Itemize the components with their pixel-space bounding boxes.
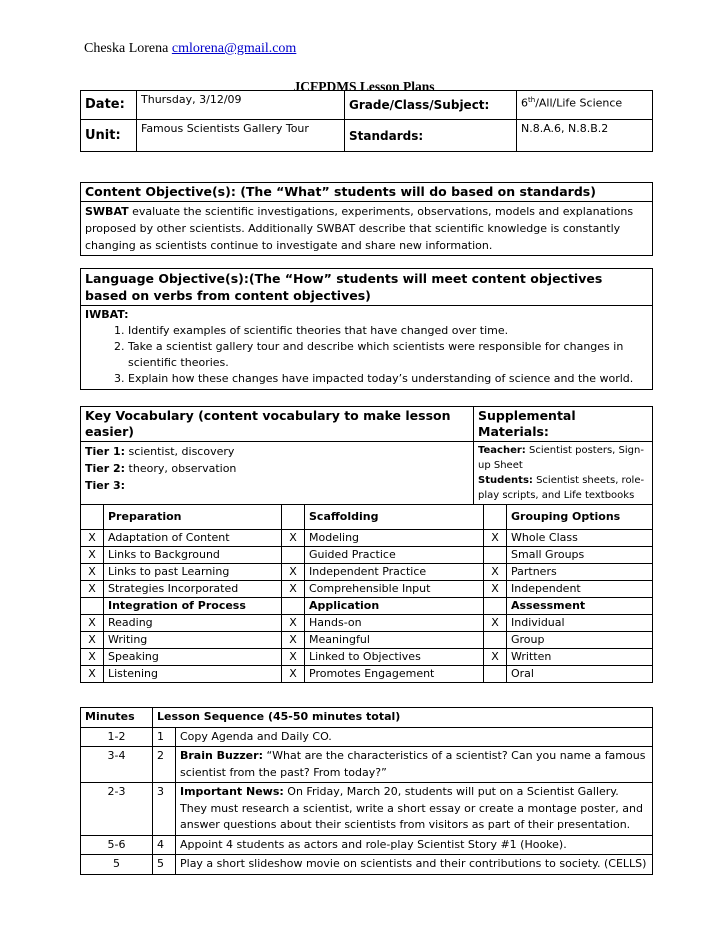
check-mark-cell [484, 666, 507, 683]
materials-students [478, 473, 648, 503]
siop-features-table [80, 504, 653, 683]
minutes-cell: 2-3 [81, 783, 153, 836]
tier-2-text: theory, observation [125, 462, 237, 475]
author-line [84, 41, 296, 57]
students-label: Students: [478, 475, 533, 486]
feature-cell: Whole Class [507, 530, 653, 547]
language-objective-body [81, 306, 653, 390]
check-mark-cell [81, 598, 104, 615]
tier-3-label: Tier 3: [85, 479, 126, 492]
preparation-header: Preparation [104, 505, 282, 530]
section-header-cell: Integration of Process [104, 598, 282, 615]
materials-list [474, 442, 653, 505]
check-mark-cell: X [484, 530, 507, 547]
check-mark-cell [282, 598, 305, 615]
feature-cell: Links to past Learning [104, 564, 282, 581]
feature-cell: Modeling [305, 530, 484, 547]
vocabulary-tiers [81, 442, 474, 505]
page-title: JCFPDMS Lesson Plans [293, 79, 435, 94]
tier-3 [85, 477, 469, 494]
sequence-row [81, 835, 653, 855]
table-row [81, 564, 653, 581]
table-row [81, 547, 653, 564]
check-mark-cell: X [81, 615, 104, 632]
list-item: 3. Explain how these changes have impacted today’s understanding of science and the world. [128, 371, 648, 387]
info-table [80, 90, 653, 152]
feature-cell: Reading [104, 615, 282, 632]
list-item: 2. Take a scientist gallery tour and describe which scientists were responsible for changes in scientific theories. [128, 339, 648, 371]
minutes-cell: 1-2 [81, 727, 153, 747]
check-mark-cell: X [484, 564, 507, 581]
grade-value: 6th/All/Life Science [517, 91, 653, 120]
step-number-cell: 2 [153, 747, 176, 783]
feature-cell: Independent [507, 581, 653, 598]
feature-cell: Listening [104, 666, 282, 683]
table-row [81, 530, 653, 547]
tier-2-label: Tier 2: [85, 462, 126, 475]
check-mark-cell: X [282, 581, 305, 598]
step-text-cell [176, 727, 653, 747]
check-mark-cell [282, 547, 305, 564]
feature-cell: Comprehensible Input [305, 581, 484, 598]
check-mark-cell: X [484, 649, 507, 666]
step-text: On Friday, March 20, students will put on a Scientist Gallery. They must research a scientist, write a short essay or create a montage poster, and answer questions about their scientists from visitors as part of their presentation. [180, 785, 643, 831]
minutes-cell: 5-6 [81, 835, 153, 855]
language-objective-list [85, 323, 648, 387]
feature-cell: Adaptation of Content [104, 530, 282, 547]
check-mark-cell: X [81, 632, 104, 649]
check-mark-cell: X [282, 530, 305, 547]
sequence-row [81, 747, 653, 783]
table-row [81, 581, 653, 598]
table-row [81, 615, 653, 632]
sequence-row [81, 727, 653, 747]
step-text-cell [176, 855, 653, 875]
check-mark-cell: X [81, 649, 104, 666]
feature-cell: Individual [507, 615, 653, 632]
check-mark-cell: X [81, 581, 104, 598]
check-mark-cell [484, 598, 507, 615]
author-email-link[interactable]: cmlorena@gmail.com [171, 41, 297, 56]
minutes-cell: 3-4 [81, 747, 153, 783]
step-number-cell: 4 [153, 835, 176, 855]
feature-cell: Oral [507, 666, 653, 683]
language-objective-table [80, 268, 653, 390]
feature-cell: Meaningful [305, 632, 484, 649]
check-mark-cell: X [282, 649, 305, 666]
feature-cell: Promotes Engagement [305, 666, 484, 683]
date-label: Date: [81, 91, 137, 120]
step-number-cell: 1 [153, 727, 176, 747]
step-text: Copy Agenda and Daily CO. [180, 729, 332, 743]
language-objective-heading: Language Objective(s):(The “How” students will meet content objectives based on verbs from content objectives) [81, 269, 653, 306]
students-text: Scientist sheets, role-play scripts, and Life textbooks [478, 475, 645, 501]
feature-cell: Group [507, 632, 653, 649]
iwbat-lead: IWBAT: [85, 308, 129, 321]
materials-heading: Supplemental Materials: [474, 407, 653, 442]
feature-cell: Linked to Objectives [305, 649, 484, 666]
sequence-row [81, 855, 653, 875]
sequence-row [81, 783, 653, 836]
content-objective-body [81, 202, 653, 256]
feature-cell: Guided Practice [305, 547, 484, 564]
minutes-header: Minutes [81, 708, 153, 728]
check-mark-cell: X [282, 666, 305, 683]
check-mark-cell: X [282, 632, 305, 649]
check-mark-cell: X [81, 564, 104, 581]
check-mark-cell: X [282, 615, 305, 632]
feature-cell: Links to Background [104, 547, 282, 564]
vocabulary-heading: Key Vocabulary (content vocabulary to make lesson easier) [81, 407, 474, 442]
content-objective-table [80, 182, 653, 256]
content-objective-text: evaluate the scientific investigations, experiments, observations, models and explanations proposed by other scientists. Additionally SWBAT describe that scientific knowledge is constantly changing as scientists continue to investigate and share new information. [85, 205, 634, 252]
section-header-cell: Application [305, 598, 484, 615]
check-mark-cell: X [484, 615, 507, 632]
unit-label: Unit: [81, 120, 137, 152]
unit-value: Famous Scientists Gallery Tour [137, 120, 345, 152]
content-objective-heading: Content Objective(s): (The “What” students will do based on standards) [81, 183, 653, 202]
feature-cell: Partners [507, 564, 653, 581]
check-mark-cell: X [81, 530, 104, 547]
table-row [81, 598, 653, 615]
step-text: Play a short slideshow movie on scientists and their contributions to society. (CELLS) [180, 857, 647, 870]
feature-cell: Strategies Incorporated [104, 581, 282, 598]
step-number-cell: 5 [153, 855, 176, 875]
scaffolding-header: Scaffolding [305, 505, 484, 530]
step-number-cell: 3 [153, 783, 176, 836]
feature-cell: Writing [104, 632, 282, 649]
check-mark-cell [484, 547, 507, 564]
teacher-text: Scientist posters, Sign-up Sheet [478, 445, 644, 471]
step-lead: Important News: [180, 785, 284, 798]
standards-value: N.8.A.6, N.8.B.2 [517, 120, 653, 152]
table-row [81, 666, 653, 683]
table-row [81, 632, 653, 649]
tier-2 [85, 460, 469, 477]
feature-cell: Written [507, 649, 653, 666]
grouping-header: Grouping Options [507, 505, 653, 530]
standards-label: Standards: [345, 120, 517, 152]
teacher-label: Teacher: [478, 445, 526, 456]
tier-1-label: Tier 1: [85, 445, 126, 458]
minutes-cell: 5 [81, 855, 153, 875]
feature-cell: Hands-on [305, 615, 484, 632]
date-value: Thursday, 3/12/09 [137, 91, 345, 120]
list-item: 1. Identify examples of scientific theories that have changed over time. [128, 323, 648, 339]
step-text: “What are the characteristics of a scientist? Can you name a famous scientist from the past? From today?” [180, 749, 646, 779]
materials-teacher [478, 443, 648, 473]
tier-1 [85, 443, 469, 460]
check-mark-cell: X [282, 564, 305, 581]
siop-header-row [81, 505, 653, 530]
tier-1-text: scientist, discovery [125, 445, 235, 458]
check-mark-cell: X [81, 666, 104, 683]
grade-label: Grade/Class/Subject: [345, 91, 517, 120]
check-mark-cell: X [484, 581, 507, 598]
sequence-header: Lesson Sequence (45-50 minutes total) [153, 708, 653, 728]
swbat-lead: SWBAT [85, 205, 129, 218]
check-mark-cell: X [81, 547, 104, 564]
step-text: Appoint 4 students as actors and role-play Scientist Story #1 (Hooke). [180, 837, 567, 851]
check-mark-cell [484, 632, 507, 649]
step-lead: Brain Buzzer: [180, 749, 263, 762]
step-text-cell [176, 835, 653, 855]
step-text-cell [176, 783, 653, 836]
feature-cell: Small Groups [507, 547, 653, 564]
feature-cell: Speaking [104, 649, 282, 666]
step-text-cell [176, 747, 653, 783]
section-header-cell: Assessment [507, 598, 653, 615]
vocabulary-table [80, 406, 653, 505]
feature-cell: Independent Practice [305, 564, 484, 581]
author-name: Cheska Lorena [84, 41, 169, 56]
lesson-sequence-table [80, 707, 653, 875]
table-row [81, 649, 653, 666]
